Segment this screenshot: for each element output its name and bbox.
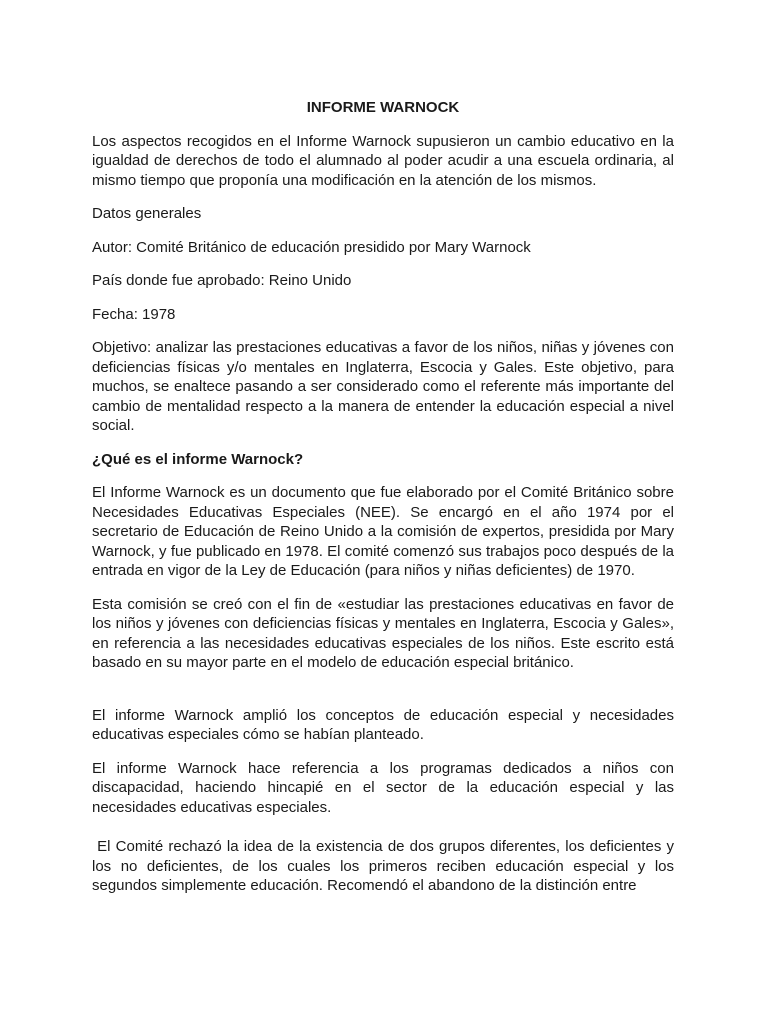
amplio-paragraph: El informe Warnock amplió los conceptos de educación especial y necesidades educativas especiales cómo se habían planteado. <box>92 706 674 743</box>
comite-paragraph: El Comité rechazó la idea de la existencia de dos grupos diferentes, los deficientes y los no deficientes, de los cuales los primeros reciben educación especial y los segundos simplemente educación. Recomendó el abandono de la distinción entre <box>92 838 679 894</box>
document-page <box>92 98 679 910</box>
comision-paragraph: Esta comisión se creó con el fin de «estudiar las prestaciones educativas en favor de los niños y jóvenes con deficiencias físicas y mentales en Inglaterra, Escocia y Gales», en referencia a las necesidades educativas especiales de los niños. Este escrito está basado en su mayor parte en el modelo de educación especial británico. <box>92 595 674 671</box>
fecha-line: Fecha: 1978 <box>92 305 176 323</box>
referencia-paragraph: El informe Warnock hace referencia a los programas dedicados a niños con discapacidad, haciendo hincapié en el sector de la educación especial y las necesidades educativas especiales. <box>92 759 674 816</box>
datos-generales-label: Datos generales <box>92 205 202 222</box>
section-heading-que-es: ¿Qué es el informe Warnock? <box>92 450 304 468</box>
paragraph-spacer <box>92 687 674 706</box>
autor-line: Autor: Comité Británico de educación presidido por Mary Warnock <box>92 238 531 256</box>
intro-paragraph: Los aspectos recogidos en el Informe Warnock supusieron un cambio educativo en la igualdad de derechos de todo el alumnado al poder acudir a una escuela ordinaria, al mismo tiempo que proponía una modificación en la atención de los mismos. <box>92 132 674 189</box>
que-es-paragraph: El Informe Warnock es un documento que fue elaborado por el Comité Británico sobre Necesidades Educativas Especiales (NEE). Se encargó en el año 1974 por el secretario de Educación de Reino Unido a la comisión de expertos, presidida por Mary Warnock, y fue publicado en 1978. El comité comenzó sus trabajos poco después de la entrada en vigor de la Ley de Educación (para niños y niñas deficientes) de 1970. <box>92 484 674 579</box>
document-title: INFORME WARNOCK <box>306 99 460 116</box>
pais-line: País donde fue aprobado: Reino Unido <box>92 272 352 289</box>
objetivo-paragraph: Objetivo: analizar las prestaciones educativas a favor de los niños, niñas y jóvenes con deficiencias físicas y/o mentales en Inglaterra, Escocia y Gales. Este objetivo, para muchos, se enaltece pasando a ser considerado como el referente más importante del cambio de mentalidad respecto a la manera de entender la educación especial a nivel social. <box>92 339 674 434</box>
